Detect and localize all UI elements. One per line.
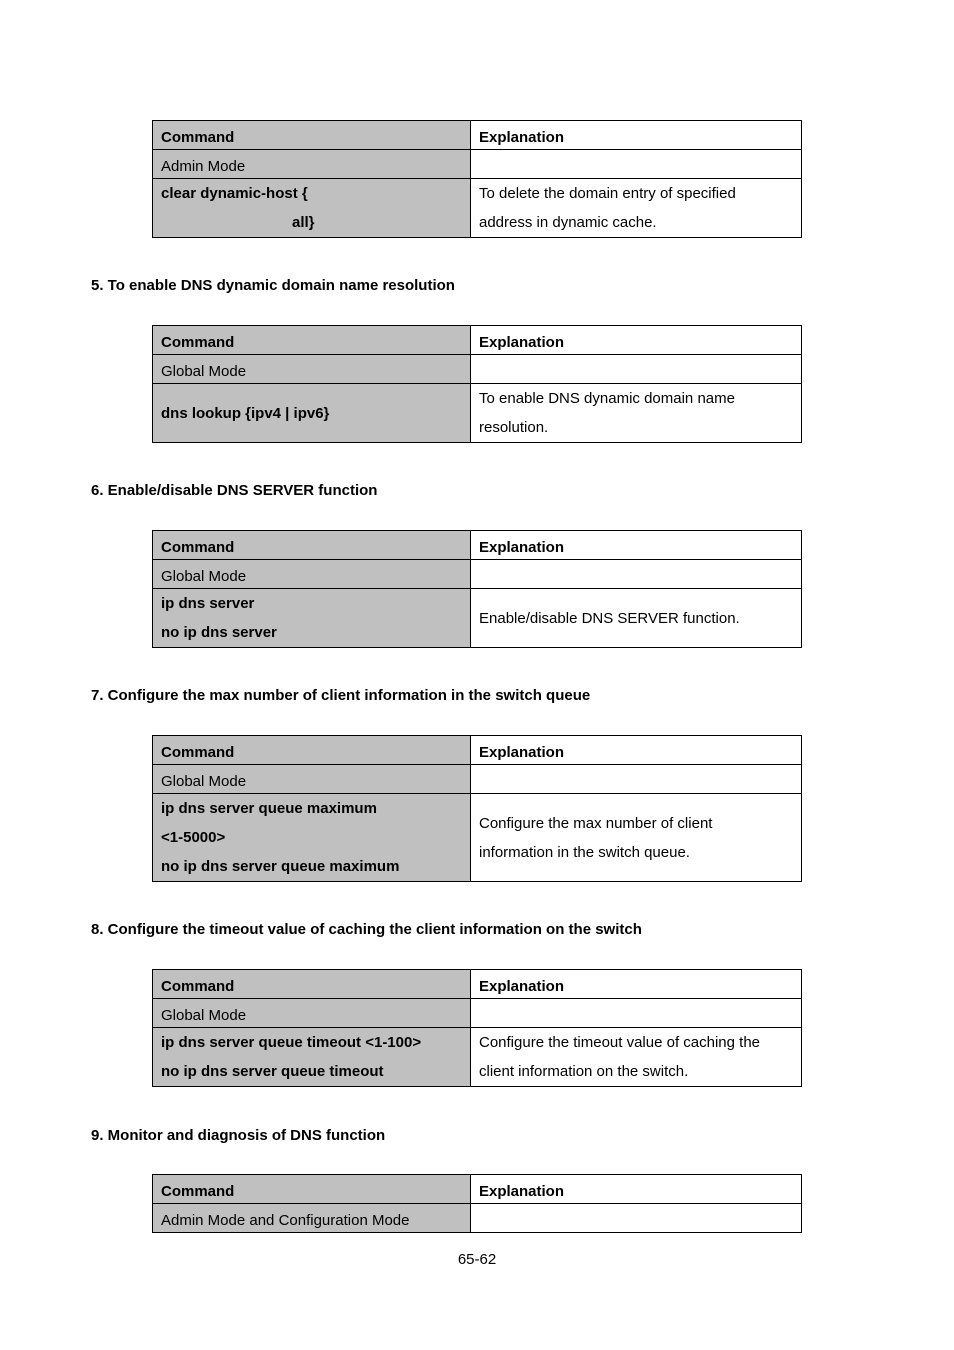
command-table-queue-maximum xyxy=(152,735,802,882)
mode-explanation-cell xyxy=(471,150,802,179)
command-column-header: Command xyxy=(153,1175,471,1204)
command-cell xyxy=(153,384,471,443)
section-heading-9: 9. Monitor and diagnosis of DNS function xyxy=(91,1127,386,1144)
command-table-queue-timeout xyxy=(152,969,802,1087)
command-line: no ip dns server queue maximum xyxy=(161,858,400,875)
explanation-column-header: Explanation xyxy=(471,326,802,355)
command-table-ip-dns-server xyxy=(152,530,802,648)
command-table-monitor-diagnosis xyxy=(152,1174,802,1233)
mode-explanation-cell xyxy=(471,355,802,384)
explanation-line: client information on the switch. xyxy=(479,1063,689,1080)
section-heading-6: 6. Enable/disable DNS SERVER function xyxy=(91,482,378,499)
mode-cell: Admin Mode and Configuration Mode xyxy=(153,1204,471,1233)
mode-cell: Global Mode xyxy=(153,560,471,589)
command-column-header: Command xyxy=(153,326,471,355)
command-cell xyxy=(153,179,471,238)
command-line: all} xyxy=(292,214,315,231)
explanation-cell xyxy=(471,794,802,882)
mode-explanation-cell xyxy=(471,999,802,1028)
command-column-header: Command xyxy=(153,121,471,150)
section-heading-5: 5. To enable DNS dynamic domain name resolution xyxy=(91,277,455,294)
explanation-column-header: Explanation xyxy=(471,531,802,560)
explanation-column-header: Explanation xyxy=(471,1175,802,1204)
command-cell xyxy=(153,589,471,648)
mode-explanation-cell xyxy=(471,560,802,589)
command-table-dns-lookup xyxy=(152,325,802,443)
command-line: no ip dns server queue timeout xyxy=(161,1063,384,1080)
command-line: ip dns server xyxy=(161,595,255,612)
explanation-cell xyxy=(471,589,802,648)
mode-explanation-cell xyxy=(471,765,802,794)
command-line: dns lookup {ipv4 | ipv6} xyxy=(161,404,330,422)
explanation-line: information in the switch queue. xyxy=(479,843,690,861)
mode-cell: Global Mode xyxy=(153,765,471,794)
explanation-column-header: Explanation xyxy=(471,121,802,150)
explanation-line: resolution. xyxy=(479,419,549,436)
explanation-line: To delete the domain entry of specified xyxy=(479,185,736,202)
explanation-cell xyxy=(471,179,802,238)
command-line: ip dns server queue timeout <1-100> xyxy=(161,1034,422,1051)
mode-cell: Global Mode xyxy=(153,999,471,1028)
explanation-line: Configure the max number of client xyxy=(479,814,713,832)
section-heading-8: 8. Configure the timeout value of caching the client information on the switch xyxy=(91,921,642,938)
section-heading-7: 7. Configure the max number of client information in the switch queue xyxy=(91,687,591,704)
command-line: <1-5000> xyxy=(161,829,226,846)
mode-cell: Admin Mode xyxy=(153,150,471,179)
command-column-header: Command xyxy=(153,970,471,999)
command-line: ip dns server queue maximum xyxy=(161,800,377,817)
command-cell xyxy=(153,794,471,882)
mode-cell: Global Mode xyxy=(153,355,471,384)
command-line: clear dynamic-host { xyxy=(161,185,308,202)
explanation-line: Enable/disable DNS SERVER function. xyxy=(479,609,740,627)
explanation-cell xyxy=(471,384,802,443)
mode-explanation-cell xyxy=(471,1204,802,1233)
command-cell xyxy=(153,1028,471,1087)
command-line: no ip dns server xyxy=(161,624,277,641)
explanation-line: Configure the timeout value of caching the xyxy=(479,1034,761,1051)
explanation-line: To enable DNS dynamic domain name xyxy=(479,390,735,407)
explanation-column-header: Explanation xyxy=(471,970,802,999)
page-number: 65-62 xyxy=(457,1251,497,1268)
command-table-clear-dynamic-host xyxy=(152,120,802,238)
explanation-line: address in dynamic cache. xyxy=(479,214,657,231)
command-column-header: Command xyxy=(153,736,471,765)
command-column-header: Command xyxy=(153,531,471,560)
explanation-column-header: Explanation xyxy=(471,736,802,765)
explanation-cell xyxy=(471,1028,802,1087)
